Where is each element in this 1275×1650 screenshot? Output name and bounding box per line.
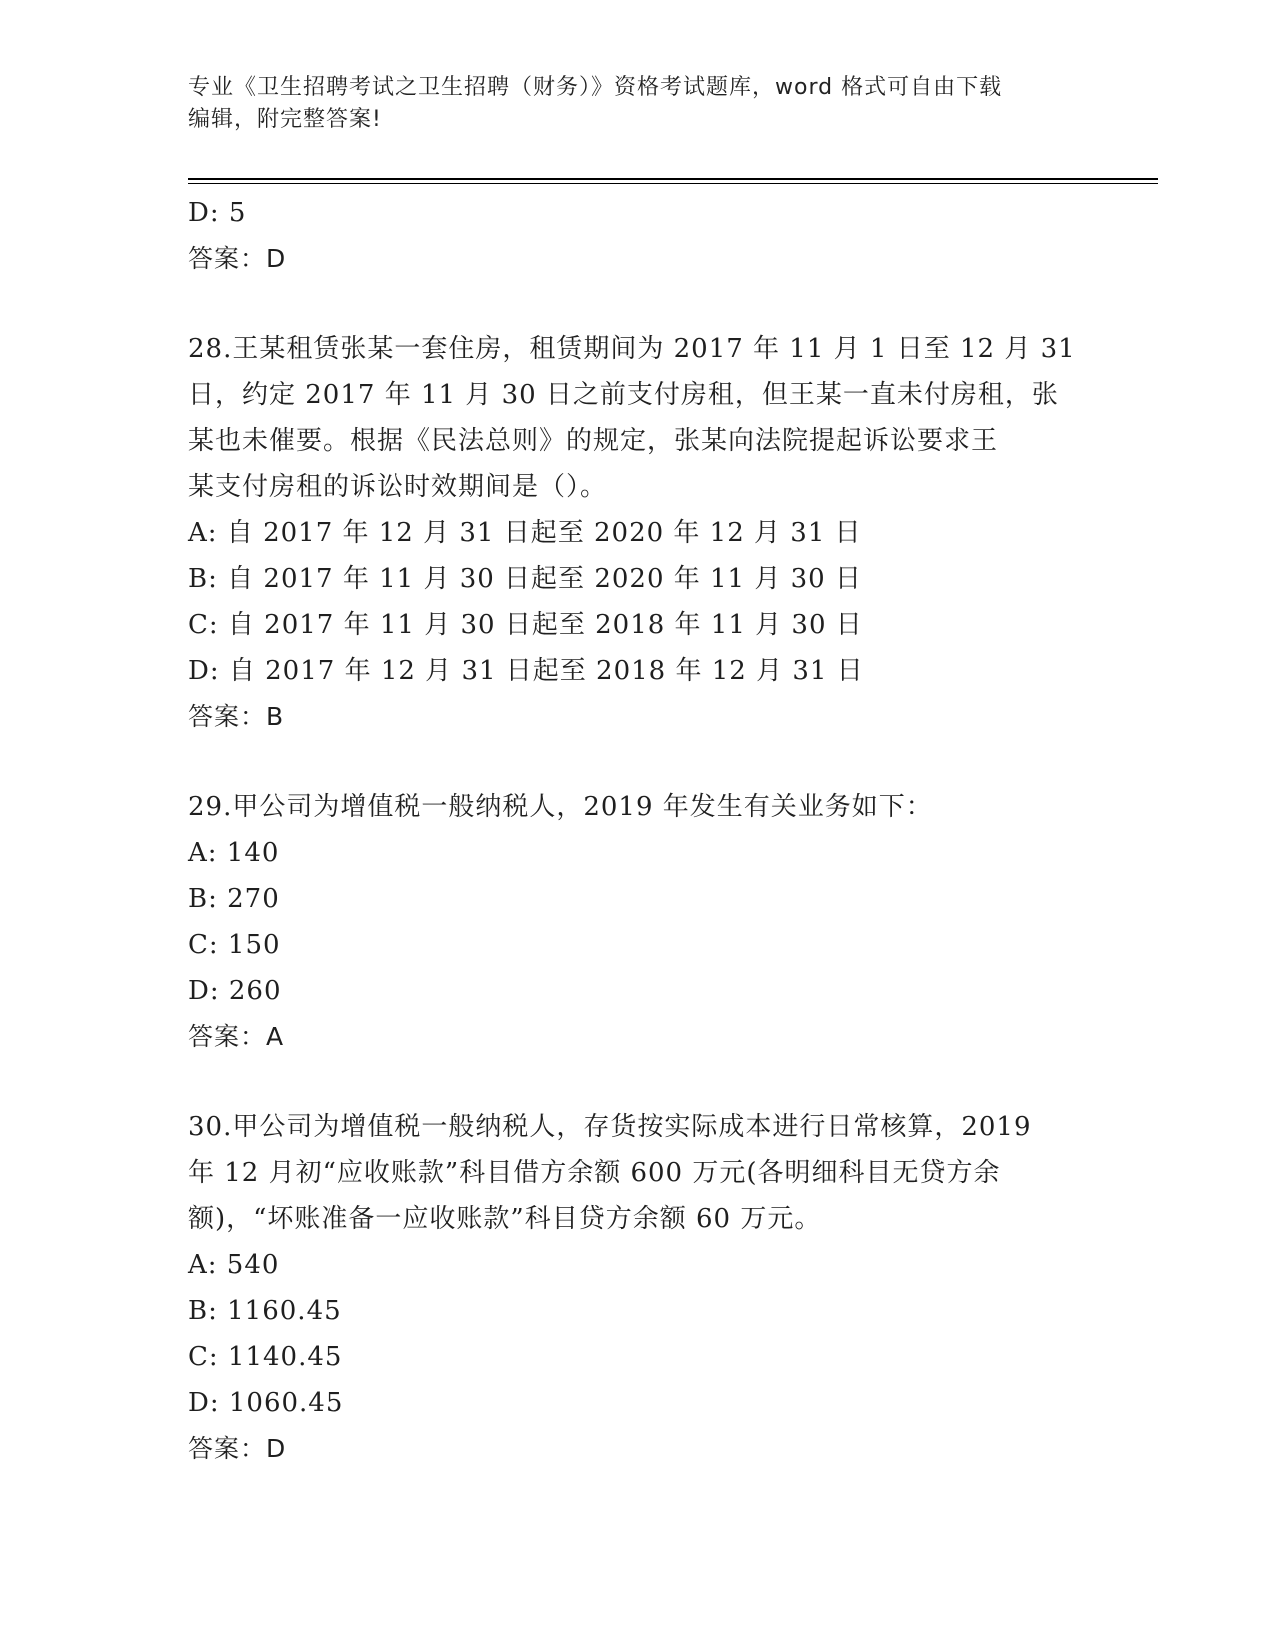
document-header (188, 72, 1088, 136)
question-stem-line: 28.王某租赁张某一套住房，租赁期间为 2017 年 11 月 1 日至 12 月 31 (188, 334, 1076, 364)
header-divider (188, 178, 1158, 180)
question-stem-line: 30.甲公司为增值税一般纳税人，存货按实际成本进行日常核算，2019 (188, 1112, 1032, 1142)
answer-line: 答案：A (188, 1022, 285, 1051)
question-stem-line: 年 12 月初“应收账款”科目借方余额 600 万元(各明细科目无贷方余 (188, 1158, 1001, 1188)
question-content (188, 190, 1088, 1472)
option-d: D: 260 (188, 976, 282, 1006)
answer-line: 答案：D (188, 244, 287, 273)
option-b: B: 1160.45 (188, 1296, 342, 1326)
answer-line: 答案：B (188, 702, 285, 731)
answer-line: 答案：D (188, 1434, 287, 1463)
header-line-2: 编辑，附完整答案! (188, 107, 382, 132)
header-line-1: 专业《卫生招聘考试之卫生招聘（财务）》资格考试题库，word 格式可自由下载 (188, 75, 1003, 100)
question-stem-line: 某支付房租的诉讼时效期间是（）。 (188, 472, 608, 502)
option-a: A: 自 2017 年 12 月 31 日起至 2020 年 12 月 31 日 (188, 518, 862, 548)
option-d: D: 自 2017 年 12 月 31 日起至 2018 年 12 月 31 日 (188, 656, 864, 686)
option-a: A: 140 (188, 838, 280, 868)
option-c: C: 150 (188, 930, 281, 960)
question-stem-line: 某也未催要。根据《民法总则》的规定，张某向法院提起诉讼要求王 (188, 426, 999, 456)
question-28 (188, 326, 1088, 740)
question-29 (188, 784, 1088, 1060)
header-divider-thin (188, 183, 1158, 184)
option-b: B: 自 2017 年 11 月 30 日起至 2020 年 11 月 30 日 (188, 564, 862, 594)
question-stem-line: 日，约定 2017 年 11 月 30 日之前支付房租，但王某一直未付房租，张 (188, 380, 1059, 410)
question-stem-line: 29.甲公司为增值税一般纳税人，2019 年发生有关业务如下： (188, 792, 933, 822)
question-30 (188, 1104, 1088, 1472)
option-c: C: 1140.45 (188, 1342, 343, 1372)
option-b: B: 270 (188, 884, 280, 914)
option-a: A: 540 (188, 1250, 280, 1280)
option-d: D: 5 (188, 198, 247, 228)
question-stem-line: 额)，“坏账准备一应收账款”科目贷方余额 60 万元。 (188, 1204, 822, 1234)
option-c: C: 自 2017 年 11 月 30 日起至 2018 年 11 月 30 日 (188, 610, 863, 640)
option-d: D: 1060.45 (188, 1388, 344, 1418)
